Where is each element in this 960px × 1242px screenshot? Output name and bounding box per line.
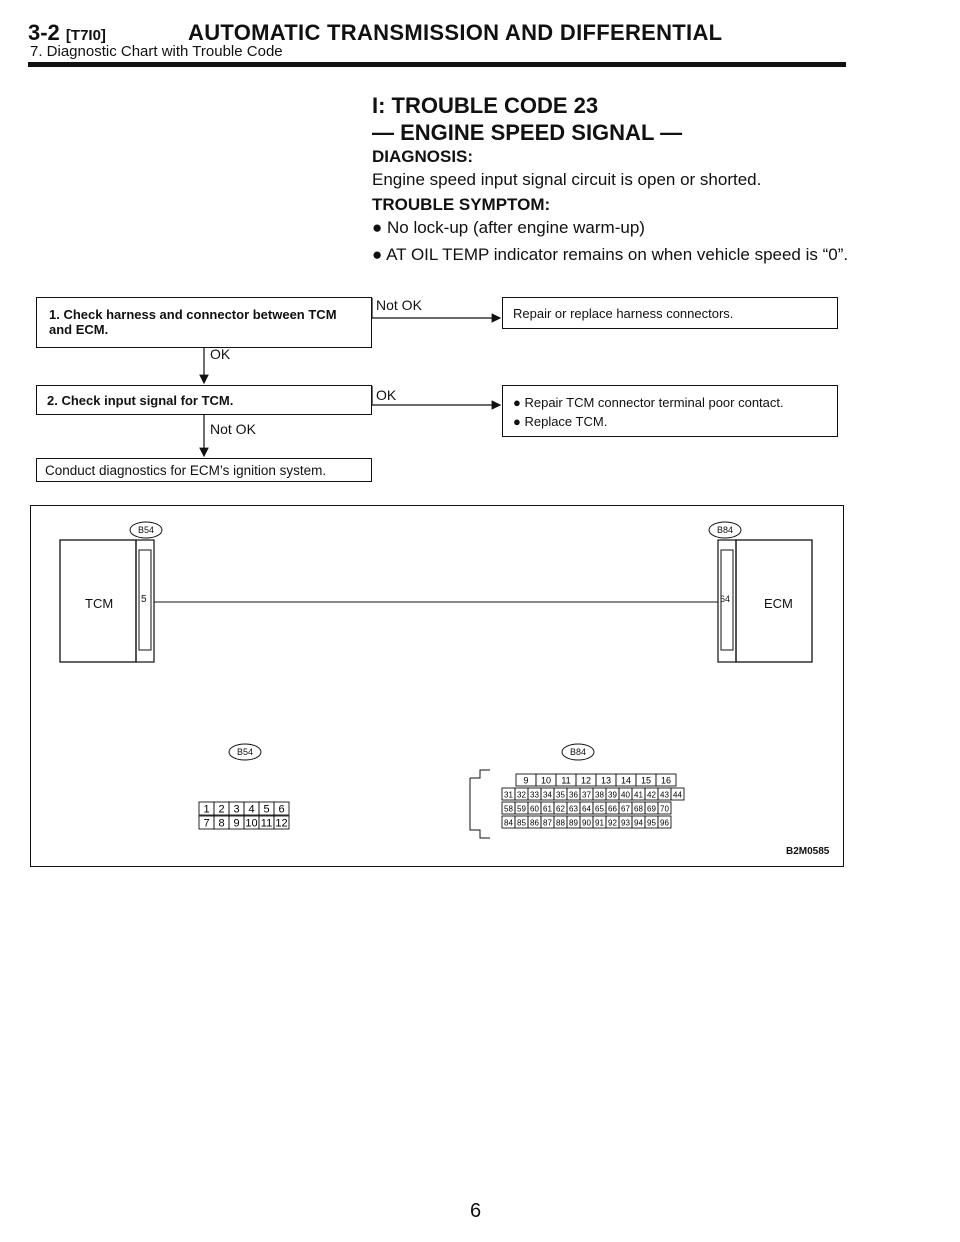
connector-pin-label: 94 [634, 818, 643, 828]
connector-pin-label: 86 [530, 818, 539, 828]
connector-pin-label: 70 [660, 804, 669, 814]
connector-pin-label: 34 [543, 790, 552, 800]
section-code-number: 3-2 [28, 20, 60, 45]
connector-pin-label: 60 [530, 804, 539, 814]
flow-branch-label: OK [376, 387, 397, 403]
b84-label-bottom: B84 [570, 747, 587, 757]
connector-pin-label: 96 [660, 818, 669, 828]
connector-pin-label: 63 [569, 804, 578, 814]
flow-down-label: OK [210, 346, 231, 362]
flow-result-2-text: Repair TCM connector terminal poor contact. [524, 395, 784, 410]
connector-pin-label: 90 [582, 818, 591, 828]
connector-pin-label: 38 [595, 790, 604, 800]
b84-connector-face [502, 774, 684, 828]
connector-pin-label: 12 [580, 775, 592, 786]
ecm-pin-number: 64 [720, 594, 731, 604]
connector-pin-label: 36 [569, 790, 578, 800]
flow-step-1-text: 1. Check harness and connector between TCM and ECM. [49, 307, 337, 337]
connector-pin-label: 13 [600, 775, 612, 786]
flow-result-2-text: Replace TCM. [524, 414, 608, 429]
diagnosis-text: Engine speed input signal circuit is open or shorted. [372, 170, 762, 189]
flow-step-3-text: Conduct diagnostics for ECM’s ignition system. [45, 463, 327, 478]
tcm-pin-number: 5 [141, 594, 147, 605]
connector-pin-label: 9 [523, 775, 529, 786]
connector-pin-label: 69 [647, 804, 656, 814]
symptom-item: ● No lock-up (after engine warm-up) [372, 218, 645, 237]
page-number: 6 [470, 1200, 482, 1222]
symptom-text: No lock-up (after engine warm-up) [387, 218, 645, 237]
connector-pin-label: 10 [540, 775, 552, 786]
symptom-text: AT OIL TEMP indicator remains on when vehicle speed is “0”. [386, 245, 849, 264]
page-title: AUTOMATIC TRANSMISSION AND DIFFERENTIAL [188, 20, 723, 45]
connector-pin-label: 14 [620, 775, 632, 786]
connector-pin-label: 5 [263, 803, 270, 816]
section-ref: [T7I0] [65, 27, 106, 44]
flow-result-2-item: ● Repair TCM connector terminal poor contact. [513, 395, 784, 410]
connector-pin-label: 3 [233, 803, 240, 816]
connector-pin-label: 12 [275, 817, 288, 830]
connector-pin-label: 10 [245, 817, 258, 830]
flow-down-label: Not OK [210, 421, 256, 437]
symptom-label: TROUBLE SYMPTOM: [372, 195, 551, 214]
connector-pin-label: 7 [203, 817, 210, 830]
ecm-label: ECM [764, 596, 793, 611]
connector-pin-label: 91 [595, 818, 604, 828]
figure-id: B2M0585 [786, 846, 830, 857]
connector-pin-label: 11 [561, 775, 571, 786]
connector-pin-label: 65 [595, 804, 604, 814]
connector-pin-label: 88 [556, 818, 565, 828]
connector-pin-label: 64 [582, 804, 591, 814]
flow-step-2-text: 2. Check input signal for TCM. [47, 393, 234, 408]
connector-pin-label: 59 [517, 804, 526, 814]
b54-label-bottom: B54 [237, 747, 254, 757]
connector-pin-label: 40 [621, 790, 630, 800]
connector-pin-label: 9 [233, 817, 240, 830]
flow-result-1-text: Repair or replace harness connectors. [513, 306, 734, 321]
connector-pin-label: 85 [517, 818, 526, 828]
connector-pin-label: 11 [260, 817, 273, 830]
b54-connector-face [199, 802, 289, 830]
connector-pin-label: 93 [621, 818, 630, 828]
connector-pin-label: 87 [543, 818, 552, 828]
connector-pin-label: 41 [634, 790, 643, 800]
connector-pin-label: 33 [530, 790, 539, 800]
connector-pin-label: 61 [543, 804, 552, 814]
section-title-line1: I: TROUBLE CODE 23 [372, 93, 599, 118]
connector-pin-label: 16 [660, 775, 672, 786]
connector-pin-label: 66 [608, 804, 617, 814]
connector-pin-label: 1 [203, 803, 210, 816]
connector-pin-label: 6 [278, 803, 285, 816]
b54-label-top: B54 [138, 525, 155, 535]
section-title-line2: — ENGINE SPEED SIGNAL — [372, 120, 683, 145]
diagnosis-label: DIAGNOSIS: [372, 147, 474, 166]
flow-result-2-item: ● Replace TCM. [513, 414, 608, 429]
connector-pin-label: 95 [647, 818, 656, 828]
connector-pin-label: 37 [582, 790, 591, 800]
page-subtitle: 7. Diagnostic Chart with Trouble Code [30, 43, 283, 60]
connector-pin-label: 62 [556, 804, 565, 814]
connector-pin-label: 32 [517, 790, 526, 800]
connector-pin-label: 67 [621, 804, 630, 814]
connector-pin-label: 84 [504, 818, 513, 828]
symptom-item: ● AT OIL TEMP indicator remains on when vehicle speed is “0”. [372, 245, 849, 264]
connector-pin-label: 8 [218, 817, 225, 830]
connector-pin-label: 42 [647, 790, 656, 800]
connector-pin-label: 2 [218, 803, 225, 816]
connector-pin-label: 58 [504, 804, 513, 814]
b84-label-top: B84 [717, 525, 734, 535]
connector-pin-label: 44 [673, 790, 682, 800]
connector-pin-label: 31 [504, 790, 513, 800]
connector-pin-label: 35 [556, 790, 565, 800]
tcm-label: TCM [85, 596, 114, 611]
connector-pin-label: 15 [640, 775, 652, 786]
connector-pin-label: 43 [660, 790, 669, 800]
flow-branch-label: Not OK [376, 297, 422, 313]
connector-pin-label: 4 [248, 803, 255, 816]
connector-pin-label: 89 [569, 818, 578, 828]
connector-pin-label: 68 [634, 804, 643, 814]
connector-pin-label: 39 [608, 790, 617, 800]
b84-connector-latch [470, 770, 490, 838]
connector-pin-label: 92 [608, 818, 617, 828]
